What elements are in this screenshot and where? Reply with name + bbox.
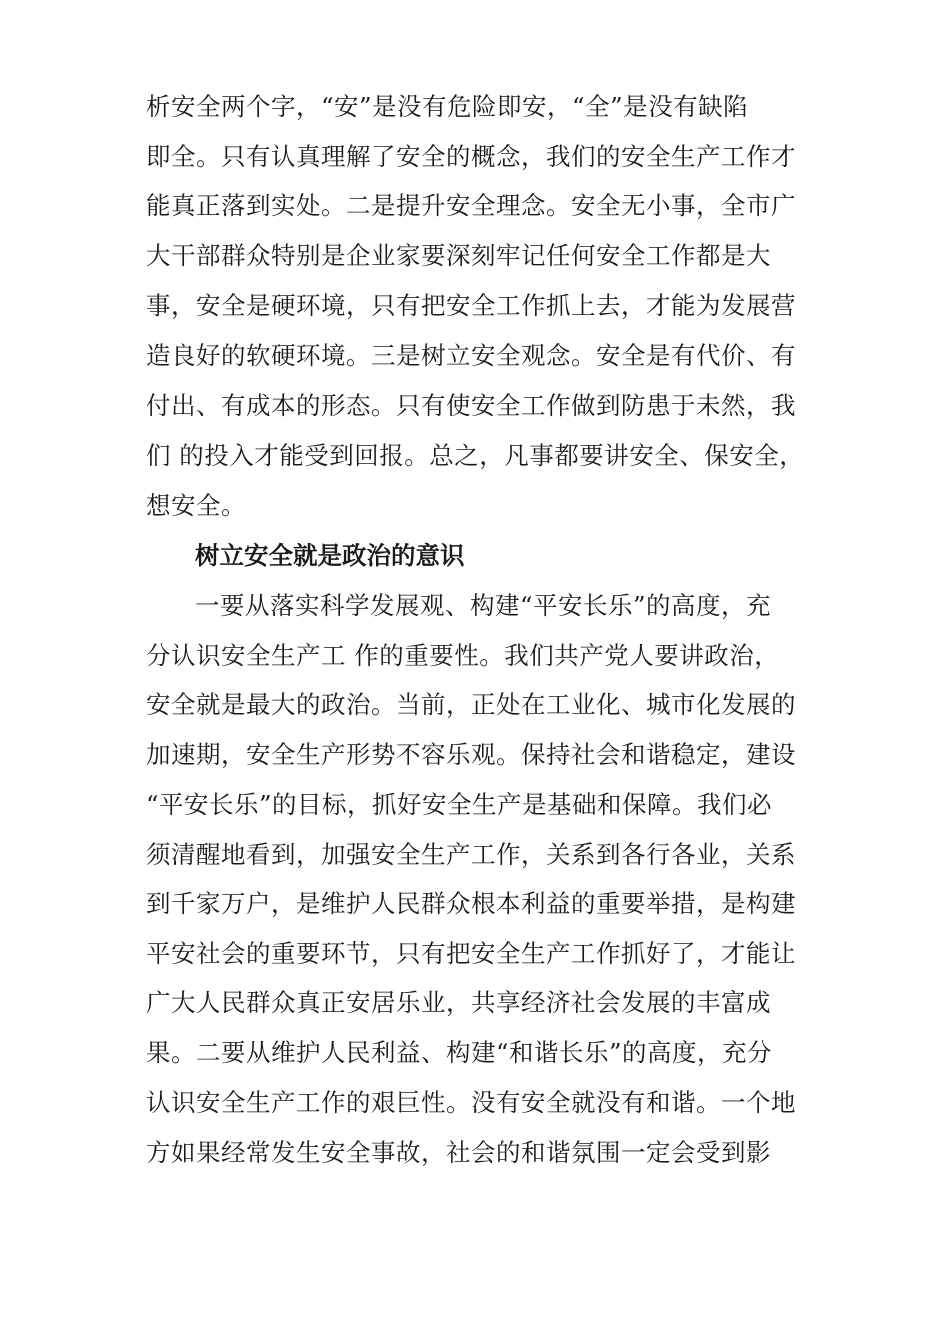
paragraph-line-indented: 一要从落实科学发展观、构建“平安长乐”的高度，充 [195,591,772,620]
paragraph-line: 分认识安全生产工 作的重要性。我们共产党人要讲政治， [146,641,780,670]
section-heading: 树立安全就是政治的意识 [195,541,465,570]
paragraph-line: 们 的投入才能受到回报。总之，凡事都要讲安全、保安全， [146,441,805,470]
paragraph-line: 大干部群众特别是企业家要深刻牢记任何安全工作都是大 [146,241,771,270]
paragraph-line: 付出、有成本的形态。只有使安全工作做到防患于未然，我 [146,391,796,420]
paragraph-line: “平安长乐”的目标，抓好安全生产是基础和保障。我们必 [146,790,773,819]
paragraph-line: 到千家万户，是维护人民群众根本利益的重要举措，是构建 [146,889,796,918]
paragraph-line: 广大人民群众真正安居乐业，共享经济社会发展的丰富成 [146,988,771,1017]
paragraph-line: 事，安全是硬环境，只有把安全工作抓上去，才能为发展营 [146,291,796,320]
paragraph-line: 造良好的软硬环境。三是树立安全观念。安全是有代价、有 [146,341,796,370]
paragraph-line: 安全就是最大的政治。当前，正处在工业化、城市化发展的 [146,690,796,719]
paragraph-line: 想安全。 [146,491,246,520]
paragraph-line: 平安社会的重要环节，只有把安全生产工作抓好了，才能让 [146,939,796,968]
paragraph-line: 方如果经常发生安全事故，社会的和谐氛围一定会受到影 [146,1138,771,1167]
paragraph-line: 析安全两个字，“安”是没有危险即安，“全”是没有缺陷 [146,92,749,121]
paragraph-line: 须清醒地看到，加强安全生产工作，关系到各行各业，关系 [146,840,796,869]
paragraph-line: 果。二要从维护人民利益、构建“和谐长乐”的高度，充分 [146,1038,773,1067]
paragraph-line: 加速期，安全生产形势不容乐观。保持社会和谐稳定，建设 [146,740,796,769]
paragraph-line: 能真正落到实处。二是提升安全理念。安全无小事，全市广 [146,191,796,220]
paragraph-line: 认识安全生产工作的艰巨性。没有安全就没有和谐。一个地 [146,1088,796,1117]
paragraph-line: 即全。只有认真理解了安全的概念，我们的安全生产工作才 [146,142,796,171]
